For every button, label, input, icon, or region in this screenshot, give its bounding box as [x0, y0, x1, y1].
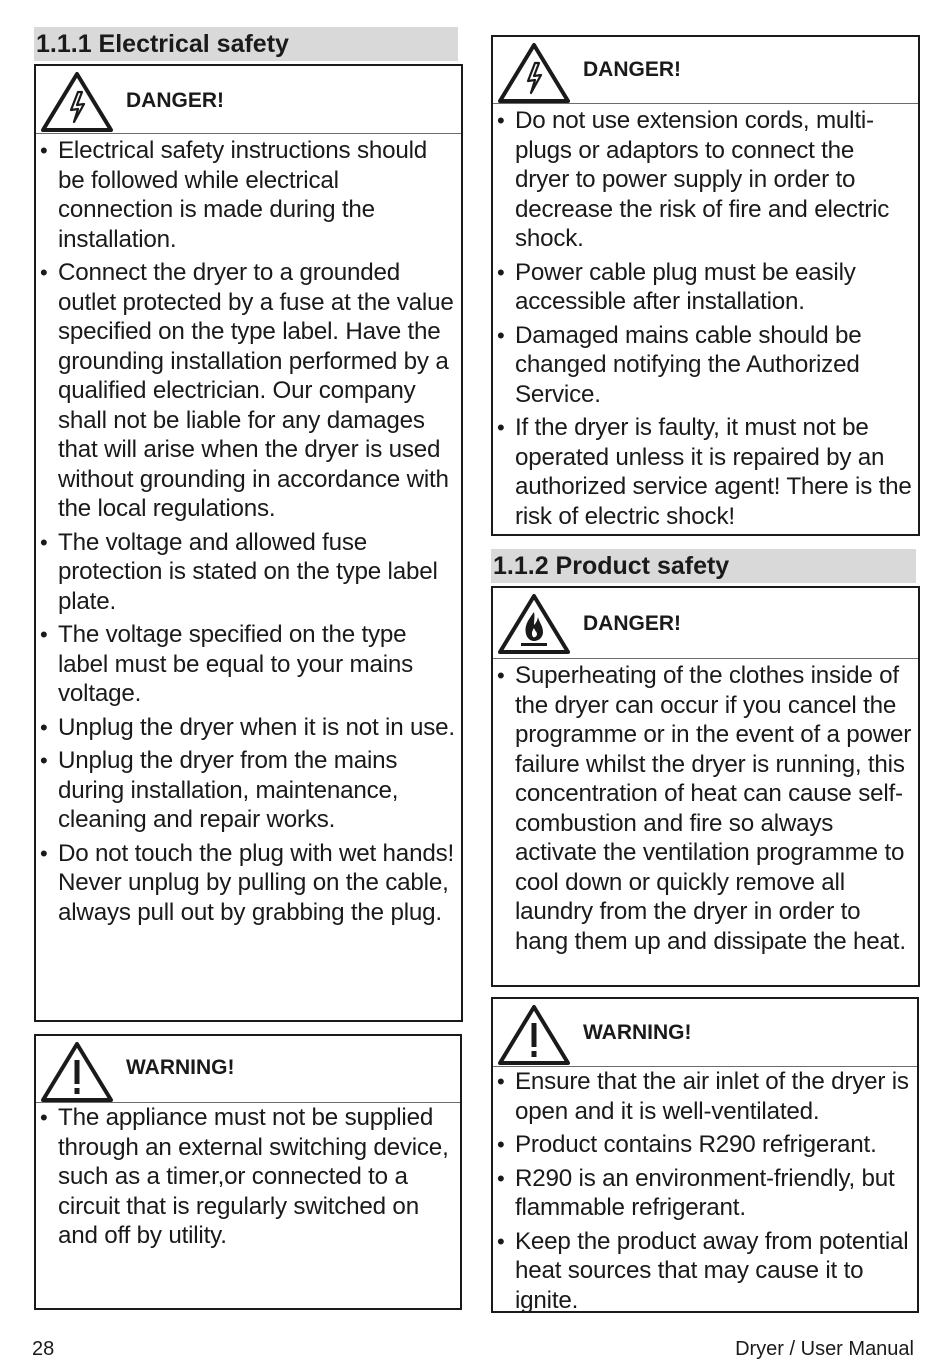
list-item: • Unplug the dryer when it is not in use.	[58, 713, 457, 743]
electrical-danger-box	[34, 64, 463, 1022]
refrigerant-warning-box	[491, 997, 919, 1313]
list-item: • Electrical safety instructions should be followed while electrical connection is made during the installation.	[58, 136, 457, 254]
list-item: • The appliance must not be supplied through an external switching device, such as a timer,or connected to a circuit that is regularly switched on and off by utility.	[58, 1103, 456, 1251]
warning-label: WARNING!	[126, 1056, 235, 1079]
list-item: • Power cable plug must be easily accessible after installation.	[515, 258, 914, 317]
list-item: • Do not use extension cords, multi-plugs or adaptors to connect the dryer to power supply in order to decrease the risk of fire and electric shock.	[515, 106, 914, 254]
warning-box-header	[36, 1036, 460, 1103]
electrical-warning-list	[36, 1103, 460, 1251]
danger-label: DANGER!	[583, 58, 681, 81]
list-item: • The voltage and allowed fuse protection is stated on the type label plate.	[58, 528, 457, 617]
danger-box-header	[493, 37, 918, 104]
list-item: • The voltage specified on the type label must be equal to your mains voltage.	[58, 620, 457, 709]
section-title-product-safety: 1.1.2 Product safety	[491, 549, 916, 583]
document-title: Dryer / User Manual	[735, 1338, 914, 1360]
list-item: • Unplug the dryer from the mains during installation, maintenance, cleaning and repair works.	[58, 746, 457, 835]
danger-label: DANGER!	[583, 612, 681, 635]
fire-hazard-icon	[497, 592, 571, 656]
list-item: • Keep the product away from potential heat sources that may cause it to ignite.	[515, 1227, 913, 1316]
list-item: • Product contains R290 refrigerant.	[515, 1130, 913, 1160]
extension-danger-list	[493, 104, 918, 531]
section-title-electrical-safety: 1.1.1 Electrical safety	[34, 27, 458, 61]
list-item: • If the dryer is faulty, it must not be operated unless it is repaired by an authorized service agent! There is the risk of electric shock!	[515, 413, 914, 531]
list-item: • Do not touch the plug with wet hands! Never unplug by pulling on the cable, always pull out by grabbing the plug.	[58, 839, 457, 928]
fire-danger-box	[491, 586, 920, 987]
list-item: • Superheating of the clothes inside of the dryer can occur if you cancel the programme or in the event of a power failure whilst the dryer is running, this concentration of heat can cause self-combustion and fire so always activate the ventilation programme to cool down or quickly remove all laundry from the dryer in order to hang them up and dissipate the heat.	[515, 661, 914, 956]
warning-box-header	[493, 999, 917, 1067]
list-item: • R290 is an environment-friendly, but flammable refrigerant.	[515, 1164, 913, 1223]
electrical-danger-list	[36, 134, 461, 927]
refrigerant-warning-list	[493, 1067, 917, 1315]
danger-box-header	[36, 66, 461, 134]
danger-box-header	[493, 588, 918, 659]
list-item: • Ensure that the air inlet of the dryer is open and it is well-ventilated.	[515, 1067, 913, 1126]
warning-label: WARNING!	[583, 1021, 692, 1044]
page-number: 28	[32, 1338, 55, 1360]
electrical-warning-box	[34, 1034, 462, 1310]
list-item: • Connect the dryer to a grounded outlet protected by a fuse at the value specified on the type label. Have the grounding installation performed by a qualified electrician. Our company shall not be liable for any damages that will arise when the dryer is used without grounding in accordance with the local regulations.	[58, 258, 457, 524]
danger-label: DANGER!	[126, 89, 224, 112]
exclamation-warning-icon	[497, 1003, 571, 1067]
extension-danger-box	[491, 35, 920, 536]
exclamation-warning-icon	[40, 1040, 114, 1104]
list-item: • Damaged mains cable should be changed notifying the Authorized Service.	[515, 321, 914, 410]
fire-danger-list	[493, 659, 918, 956]
electric-hazard-icon	[497, 41, 571, 105]
electric-hazard-icon	[40, 70, 114, 134]
